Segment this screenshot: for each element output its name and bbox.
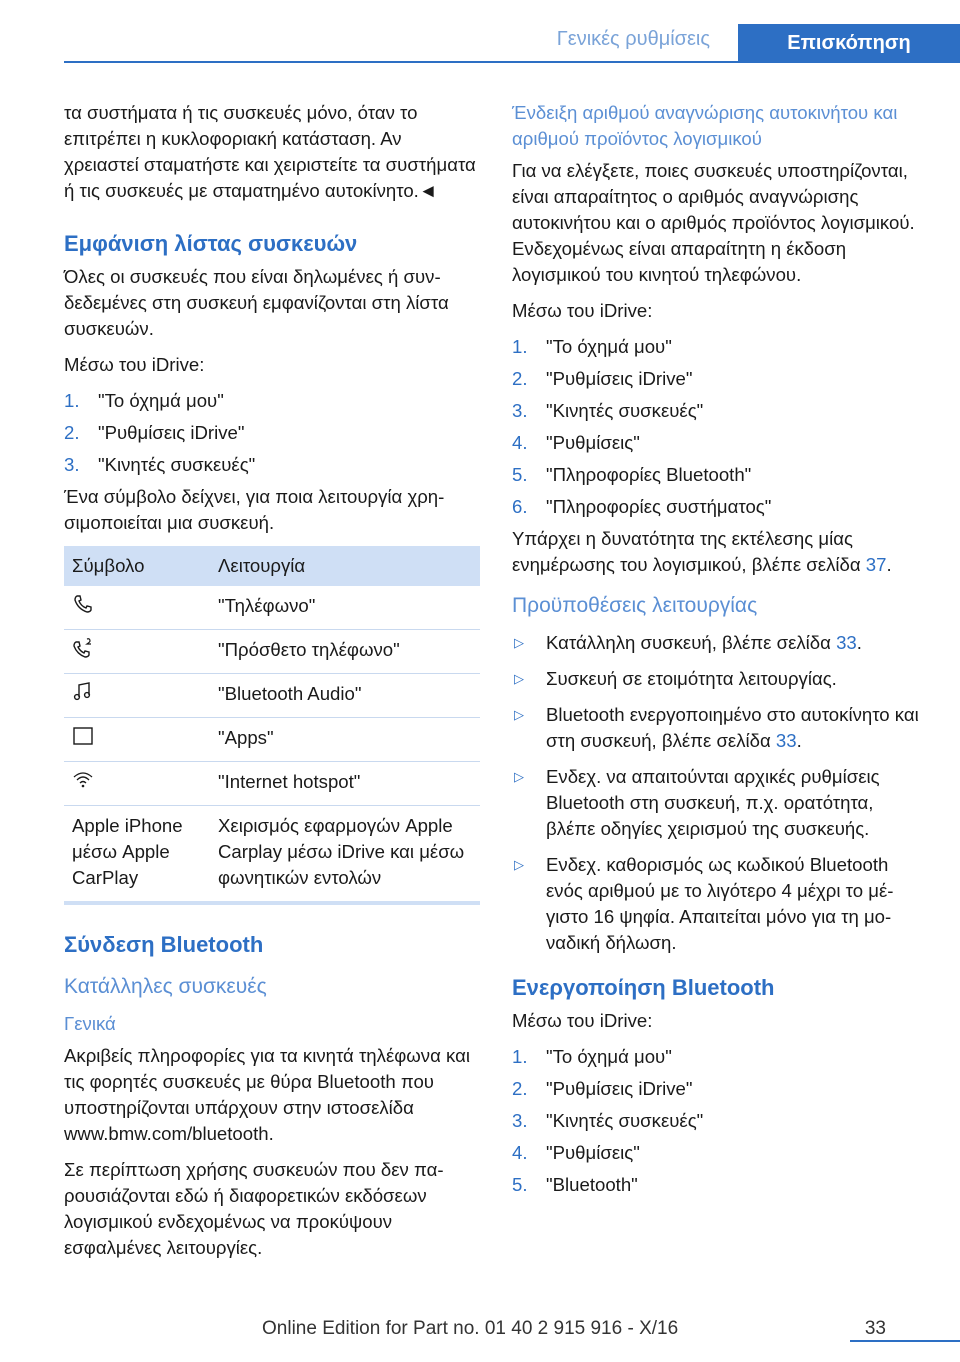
list-item [512, 852, 928, 956]
header-section-title[interactable]: Γενικές ρυθμίσεις [556, 28, 710, 50]
list-item [512, 1172, 928, 1198]
id-number-description: Για να ελέγξετε, ποιες συσκευές υποστηρίζονται, είναι απαραίτητος ο αριθμός αναγνώρισης αυτοκινήτου και ο αριθμός προϊόντος λογισμικού. Ενδεχομένως είναι απαραίτητη η έκδοση λογισμικού του κινητού τηλεφώνου. [512, 160, 915, 285]
step-text: "Ρυθμίσεις" [546, 1142, 640, 1163]
list-item [64, 420, 480, 446]
step-number: 3. [512, 400, 528, 421]
update-text: Υπάρχει η δυνατότητα της εκτέλεσης μίας ενημέρωσης του λογισμικού, βλέπε σελίδα [512, 528, 866, 575]
left-column [64, 100, 480, 1271]
step-number: 4. [512, 432, 528, 453]
activate-bluetooth-heading: Ενεργοποίηση Bluetooth [512, 975, 775, 1000]
list-item [512, 666, 928, 692]
list-item [512, 494, 928, 520]
table-header-row [64, 546, 480, 586]
symbol-note: Ένα σύμβολο δείχνει, για ποια λειτουργία χρησιμοποιείται μια συσκευή. [64, 486, 445, 533]
prerequisites-list [512, 630, 928, 956]
step-text: "Κινητές συσκευές" [546, 1110, 704, 1131]
id-number-heading: Ένδειξη αριθμού αναγνώρισης αυτοκινήτου και αριθμού προϊόντος λογισμικού [512, 102, 898, 149]
step-number: 2. [512, 368, 528, 389]
bullet-text: Bluetooth ενεργοποιημένο στο αυτοκίνητο και στη συσκευή, βλέπε σελίδα [546, 704, 919, 751]
id-number-steps [512, 334, 928, 520]
activate-bluetooth-steps [512, 1044, 928, 1198]
table-row [64, 718, 480, 762]
phone-icon [72, 593, 94, 615]
list-item [512, 366, 928, 392]
bullet-text: Συσκευή σε ετοιμότητα λειτουργίας. [546, 668, 837, 689]
step-text: "Bluetooth" [546, 1174, 638, 1195]
step-text: "Ρυθμίσεις iDrive" [546, 368, 693, 389]
list-item [512, 398, 928, 424]
footer-edition-text: Online Edition for Part no. 01 40 2 915 916 - X/16 [262, 1318, 679, 1339]
page-link[interactable]: 37 [865, 554, 887, 575]
general-paragraph-1: Ακριβείς πληροφορίες για τα κινητά τηλέφωνα και τις φορητές συσκευές με θύρα Bluetooth που υποστηρίζονται υπάρχουν στην ιστοσελίδα www.bmw.com/bluetooth. [64, 1045, 470, 1144]
step-number: 6. [512, 496, 528, 517]
function-cell: "Internet hotspot" [210, 762, 480, 806]
bluetooth-connection-heading: Σύνδεση Bluetooth [64, 932, 264, 957]
symbol-cell [64, 674, 210, 718]
general-heading: Γενικά [64, 1013, 116, 1034]
table-row [64, 806, 480, 904]
step-text: "Ρυθμίσεις iDrive" [546, 1078, 693, 1099]
symbol-cell [64, 586, 210, 630]
list-item [512, 1108, 928, 1134]
bullet-text: Κατάλληλη συσκευή, βλέπε σελίδα [546, 632, 837, 653]
function-cell: Χειρισμός εφαρμογών Apple Carplay μέσω iDrive και μέσω φωνητικών εντολών [210, 806, 480, 904]
step-number: 1. [64, 390, 80, 411]
list-item [512, 430, 928, 456]
symbol-cell: Apple iPhone μέσω Apple CarPlay [64, 806, 210, 904]
page-link[interactable]: 33 [775, 730, 797, 751]
footer-rule [850, 1340, 960, 1342]
header-rule [64, 61, 960, 63]
step-number: 3. [512, 1110, 528, 1131]
step-text: "Πληροφορίες Bluetooth" [546, 464, 752, 485]
list-item [64, 388, 480, 414]
device-list-description: Όλες οι συσκευές που είναι δηλωμένες ή συνδεδεμένες στη συσκευή εμφανίζονται στη λίστα συσκευών. [64, 266, 449, 339]
table-row [64, 674, 480, 718]
list-item [512, 764, 928, 842]
wifi-hotspot-icon [72, 769, 94, 791]
additional-phone-icon [72, 637, 94, 659]
function-cell: "Πρόσθετο τηλέφωνο" [210, 630, 480, 674]
step-text: "Ρυθμίσεις iDrive" [98, 422, 245, 443]
function-cell: "Apps" [210, 718, 480, 762]
list-item [512, 1076, 928, 1102]
symbol-cell [64, 630, 210, 674]
bullet-text-end: . [796, 730, 802, 751]
column-header-function: Λειτουργία [210, 546, 480, 586]
step-text: "Το όχημά μου" [98, 390, 224, 411]
function-cell: "Τηλέφωνο" [210, 586, 480, 630]
list-item [512, 1140, 928, 1166]
page-number: 33 [864, 1318, 886, 1339]
general-paragraph-2: Σε περίπτωση χρήσης συσκευών που δεν παρουσιάζονται εδώ ή διαφορετικών εκδόσεων λογισμικού ενδεχομένως να προκύψουν εσφαλμένες λειτουργίες. [64, 1159, 444, 1258]
list-item [512, 462, 928, 488]
bullet-triangle-icon: ▷ [514, 671, 524, 686]
music-note-icon [72, 681, 94, 703]
step-text: "Κινητές συσκευές" [546, 400, 704, 421]
via-idrive-label: Μέσω του iDrive: [512, 300, 653, 321]
column-header-symbol: Σύμβολο [64, 546, 210, 586]
step-number: 2. [64, 422, 80, 443]
prerequisites-heading: Προϋποθέσεις λειτουργίας [512, 594, 758, 617]
page-link[interactable]: 33 [836, 632, 857, 653]
list-item [512, 334, 928, 360]
step-number: 4. [512, 1142, 528, 1163]
right-column [512, 100, 928, 1204]
bullet-text-end: . [856, 632, 862, 653]
step-text: "Ρυθμίσεις" [546, 432, 640, 453]
list-item [64, 452, 480, 478]
symbol-cell [64, 762, 210, 806]
device-list-heading: Εμφάνιση λίστας συσκευών [64, 231, 358, 256]
list-item [512, 1044, 928, 1070]
via-idrive-label: Μέσω του iDrive: [512, 1010, 653, 1031]
symbol-table [64, 546, 480, 905]
via-idrive-label: Μέσω του iDrive: [64, 354, 205, 375]
function-cell: "Bluetooth Audio" [210, 674, 480, 718]
step-number: 2. [512, 1078, 528, 1099]
step-text: "Το όχημά μου" [546, 1046, 672, 1067]
update-text-end: . [886, 554, 892, 575]
table-row [64, 630, 480, 674]
table-row [64, 762, 480, 806]
table-row [64, 586, 480, 630]
device-list-steps [64, 388, 480, 478]
bullet-triangle-icon: ▷ [514, 635, 524, 650]
apps-icon [72, 725, 94, 747]
bullet-triangle-icon: ▷ [514, 857, 524, 872]
step-number: 1. [512, 336, 528, 357]
page-header [0, 0, 960, 62]
step-text: "Κινητές συσκευές" [98, 454, 256, 475]
step-number: 5. [512, 1174, 528, 1195]
step-number: 3. [64, 454, 80, 475]
list-item [512, 630, 928, 656]
symbol-cell [64, 718, 210, 762]
bullet-triangle-icon: ▷ [514, 707, 524, 722]
step-text: "Το όχημά μου" [546, 336, 672, 357]
list-item [512, 702, 928, 754]
bullet-text: Ενδεχ. να απαιτούνται αρχικές ρυθμίσεις Bluetooth στη συσκευή, π.χ. ορατότητα, βλέπε οδηγίες χειρισμού της συσκευής. [546, 766, 880, 839]
step-text: "Πληροφορίες συστήματος" [546, 496, 772, 517]
suitable-devices-heading: Κατάλληλες συσκευές [64, 975, 267, 998]
header-tab-overview[interactable]: Επισκόπηση [738, 24, 960, 62]
bullet-text: Ενδεχ. καθορισμός ως κωδικού Bluetooth ενός αριθμού με το λιγότερο 4 μέχρι το μέγιστο 16 ψηφία. Απαιτείται μόνο για τη μοναδική δήλωση. [546, 854, 894, 953]
step-number: 1. [512, 1046, 528, 1067]
step-number: 5. [512, 464, 528, 485]
bullet-triangle-icon: ▷ [514, 769, 524, 784]
intro-paragraph: τα συστήματα ή τις συσκευές μόνο, όταν το επιτρέπει η κυκλοφοριακή κατάσταση. Αν χρειαστεί σταματήστε και χειριστείτε τα συστήματα ή τις συσκευές με σταματημένο αυτοκίνητο.◄ [64, 102, 476, 201]
software-update-paragraph [512, 526, 928, 578]
